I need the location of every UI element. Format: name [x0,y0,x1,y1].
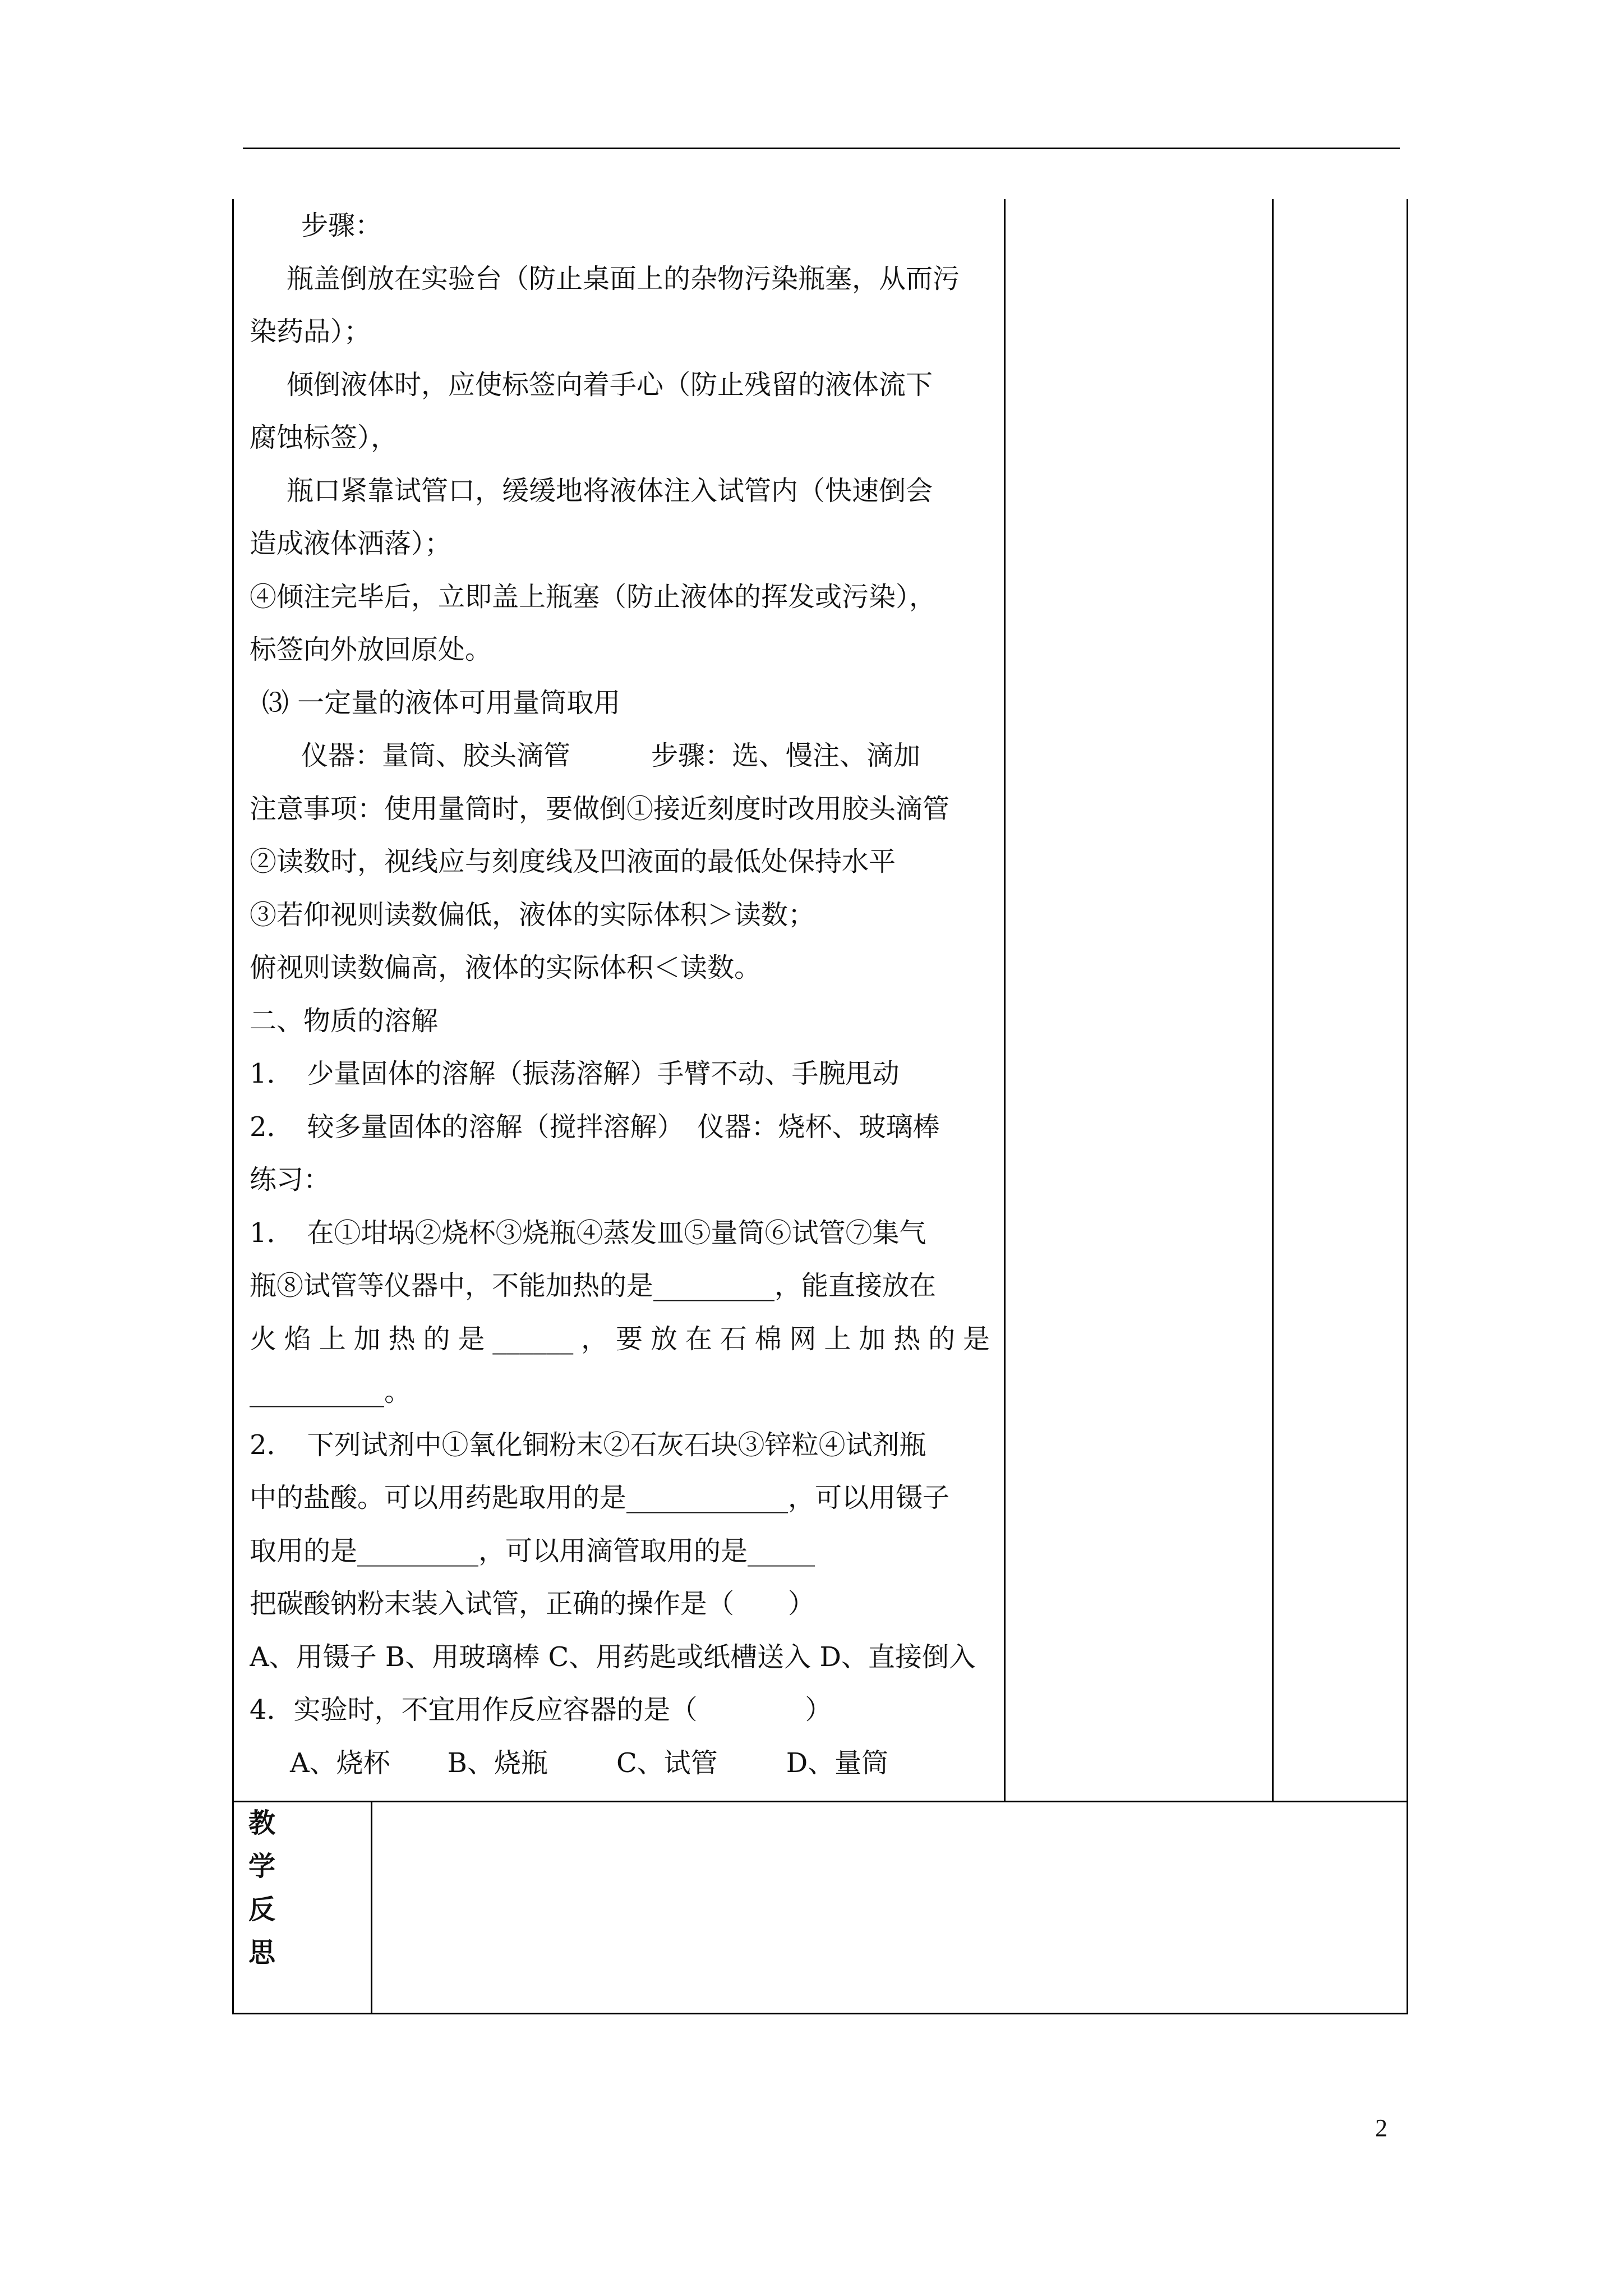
exercise-line: 瓶⑧试管等仪器中，不能加热的是_________，能直接放在 [250,1270,937,1301]
exercise-line: 1． 在①坩埚②烧杯③烧瓶④蒸发皿⑤量筒⑥试管⑦集气 [250,1217,926,1249]
text-line: 腐蚀标签）， [250,422,398,453]
reflection-char: 反 [248,1894,276,1925]
column-divider-1 [1004,199,1006,1801]
exercise-line: A、用镊子 B、用玻璃棒 C、用药匙或纸槽送入 D、直接倒入 [250,1641,976,1673]
text-line: 标签向外放回原处。 [250,634,492,665]
reflection-char: 学 [248,1851,276,1882]
reflection-char: 教 [248,1807,276,1839]
answer-options [250,1737,990,1790]
row-divider [232,1801,1408,1802]
exercise-line: 取用的是_________，可以用滴管取用的是_____ [250,1535,815,1567]
option-b: B、烧瓶 [447,1747,548,1779]
text-line: 瓶口紧靠试管口，缓缓地将液体注入试管内（快速倒会 [287,475,933,507]
column-divider-2 [1272,199,1274,1801]
text-line: 造成液体洒落）； [250,528,452,559]
reflection-label [248,1802,282,1975]
text-line: 染药品）； [250,316,371,347]
reflection-char: 思 [248,1937,276,1968]
option-c: C、试管 [616,1747,718,1779]
exercise-line: __________。 [250,1376,412,1407]
text-line: 倾倒液体时，应使标签向着手心（防止残留的液体流下 [287,369,933,401]
exercise-line: 4．实验时，不宜用作反应容器的是（ ） [250,1694,832,1726]
option-a: A、烧杯 [290,1747,390,1779]
exercise-line: 中的盐酸。可以用药匙取用的是____________，可以用镊子 [250,1482,950,1513]
text-line: 2． 较多量固体的溶解（搅拌溶解） 仪器：烧杯、玻璃棒 [250,1111,940,1143]
text-line: 仪器：量筒、胶头滴管 步骤：选、慢注、滴加 [301,740,921,771]
text-line: 俯视则读数偏高，液体的实际体积＜读数。 [250,952,762,983]
section-heading: 二、物质的溶解 [250,1005,439,1037]
table-right-border [1407,199,1408,2014]
text-line: 瓶盖倒放在实验台（防止桌面上的杂物污染瓶塞，从而污 [287,263,960,295]
text-line: 步骤： [301,210,382,241]
lesson-content [250,199,990,1789]
table-bottom-border [232,2013,1408,2014]
table-left-border [232,199,234,2014]
header-rule [243,148,1400,149]
reflection-label-divider [371,1801,372,2014]
text-line: ③若仰视则读数偏低，液体的实际体积＞读数； [250,899,815,931]
exercise-line: 火焰上加热的是______，要放在石棉网上加热的是 [250,1323,990,1355]
text-line: ⑶ 一定量的液体可用量筒取用 [262,687,621,719]
exercise-line: 2． 下列试剂中①氧化铜粉末②石灰石块③锌粒④试剂瓶 [250,1429,926,1461]
text-line: ④倾注完毕后，立即盖上瓶塞（防止液体的挥发或污染）， [250,581,937,613]
text-line: 1． 少量固体的溶解（振荡溶解）手臂不动、手腕甩动 [250,1058,900,1089]
text-line: ②读数时，视线应与刻度线及凹液面的最低处保持水平 [250,846,896,877]
text-line: 注意事项：使用量筒时，要做倒①接近刻度时改用胶头滴管 [250,793,950,825]
exercise-line: 把碳酸钠粉末装入试管，正确的操作是（ ） [250,1588,815,1619]
exercise-heading: 练习： [250,1164,331,1195]
option-d: D、量筒 [786,1747,889,1779]
page-number: 2 [1375,2114,1387,2142]
